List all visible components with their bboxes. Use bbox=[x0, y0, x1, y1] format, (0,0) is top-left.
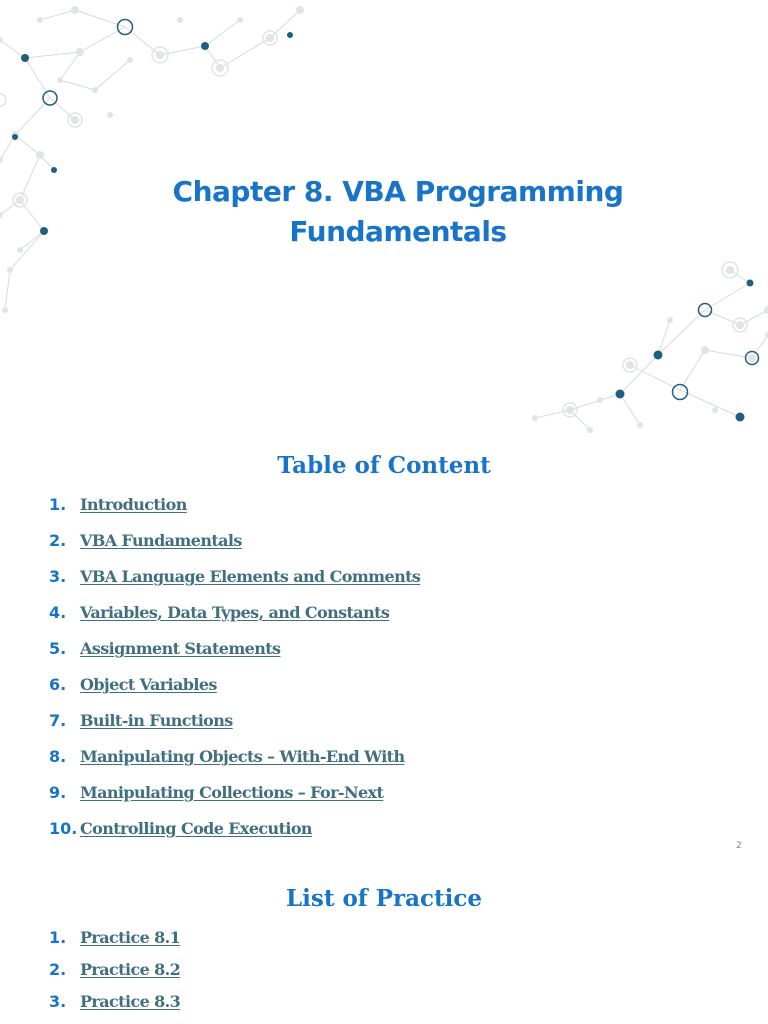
toc-link-built-in-functions[interactable]: Built-in Functions bbox=[80, 711, 233, 730]
practice-item-number: 1. bbox=[49, 928, 67, 947]
network-decoration-bottom-right bbox=[530, 240, 768, 440]
toc-item-number: 5. bbox=[49, 639, 67, 658]
toc-link-introduction[interactable]: Introduction bbox=[80, 495, 187, 514]
toc-link-vba-fundamentals[interactable]: VBA Fundamentals bbox=[80, 531, 242, 550]
toc-item-number: 10. bbox=[49, 819, 78, 838]
practice-item-number: 2. bbox=[49, 960, 67, 979]
toc-item-number: 2. bbox=[49, 531, 67, 550]
toc-item-number: 4. bbox=[49, 603, 67, 622]
page-number: 2 bbox=[736, 841, 742, 851]
practice-link-8-3[interactable]: Practice 8.3 bbox=[80, 992, 181, 1011]
practice-link-8-2[interactable]: Practice 8.2 bbox=[80, 960, 181, 979]
practice-heading: List of Practice bbox=[285, 885, 483, 912]
toc-link-object-variables[interactable]: Object Variables bbox=[80, 675, 217, 694]
toc-item-number: 6. bbox=[49, 675, 67, 694]
toc-link-manipulating-collections[interactable]: Manipulating Collections – For-Next bbox=[80, 783, 384, 802]
toc-link-variables-data-types[interactable]: Variables, Data Types, and Constants bbox=[80, 603, 390, 622]
toc-item-number: 8. bbox=[49, 747, 67, 766]
practice-link-8-1[interactable]: Practice 8.1 bbox=[80, 928, 181, 947]
toc-item-number: 3. bbox=[49, 567, 67, 586]
toc-heading: Table of Content bbox=[277, 452, 491, 479]
toc-link-assignment-statements[interactable]: Assignment Statements bbox=[80, 639, 281, 658]
toc-item-number: 1. bbox=[49, 495, 67, 514]
toc-link-manipulating-objects[interactable]: Manipulating Objects – With-End With bbox=[80, 747, 405, 766]
network-decoration-top-left bbox=[0, 0, 340, 320]
toc-item-number: 7. bbox=[49, 711, 67, 730]
toc-link-language-elements[interactable]: VBA Language Elements and Comments bbox=[80, 567, 421, 586]
page-title: Chapter 8. VBA Programming Fundamentals bbox=[172, 175, 624, 248]
toc-link-controlling-code-execution[interactable]: Controlling Code Execution bbox=[80, 819, 312, 838]
toc-item-number: 9. bbox=[49, 783, 67, 802]
practice-item-number: 3. bbox=[49, 992, 67, 1011]
